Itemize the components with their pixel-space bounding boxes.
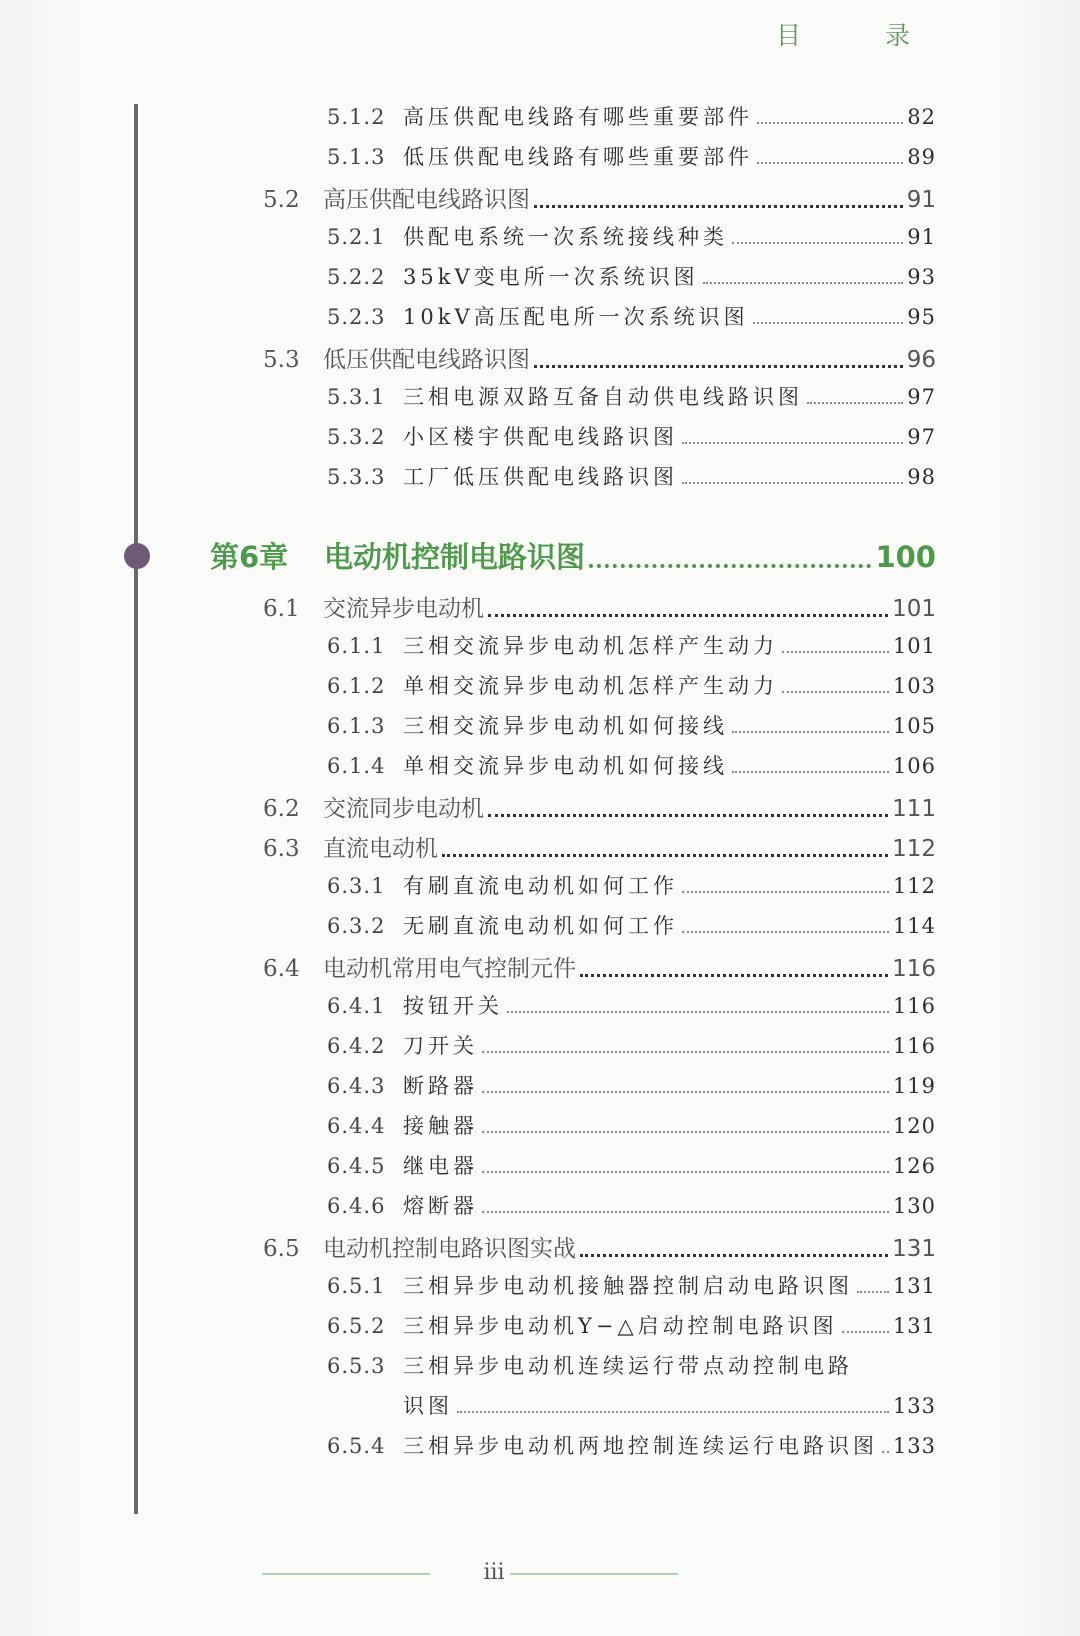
leader-dots (732, 242, 903, 244)
entry-page: 105 (892, 714, 936, 738)
entry-page: 91 (907, 225, 936, 249)
leader-dots (857, 1291, 889, 1293)
entry-number: 5.2.1 (327, 225, 386, 249)
entry-number: 6.5 (263, 1236, 300, 1262)
toc-subsection-entry[interactable] (327, 1270, 936, 1300)
entry-title-continuation: 识图 (403, 1394, 453, 1418)
entry-page: 95 (907, 305, 936, 329)
footer-page-number: iii (483, 1560, 505, 1585)
entry-page: 97 (907, 425, 936, 449)
leader-dots (782, 691, 889, 693)
leader-dots (482, 1091, 889, 1093)
leader-dots (534, 205, 903, 208)
leader-dots (682, 442, 903, 444)
entry-number: 6.3.2 (327, 914, 386, 938)
toc-subsection-entry[interactable] (327, 1110, 936, 1140)
entry-title: 单相交流异步电动机怎样产生动力 (403, 674, 778, 698)
leader-dots (757, 162, 903, 164)
toc-subsection-entry[interactable] (327, 750, 936, 780)
entry-page: 131 (892, 1274, 936, 1298)
leader-dots (488, 614, 888, 617)
entry-title: 工厂低压供配电线路识图 (403, 465, 678, 489)
footer-rule-right (510, 1573, 678, 1575)
entry-page: 89 (907, 145, 936, 169)
entry-number: 6.5.1 (327, 1274, 386, 1298)
leader-dots (580, 1254, 888, 1257)
entry-number: 5.1.2 (327, 105, 386, 129)
entry-title: 高压供配电线路识图 (323, 187, 530, 213)
leader-dots (589, 564, 871, 568)
leader-dots (732, 771, 889, 773)
toc-subsection-entry[interactable] (327, 1070, 936, 1100)
entry-number: 6.4 (263, 956, 300, 982)
leader-dots (757, 122, 903, 124)
entry-number: 6.5.4 (327, 1434, 386, 1458)
leader-dots (488, 814, 888, 817)
toc-subsection-entry[interactable] (327, 710, 936, 740)
toc-section-entry[interactable] (263, 1230, 936, 1263)
entry-page: 126 (892, 1154, 936, 1178)
leader-dots (482, 1051, 889, 1053)
entry-number: 5.1.3 (327, 145, 386, 169)
entry-title: 低压供配电线路有哪些重要部件 (403, 145, 753, 169)
entry-title: 有刷直流电动机如何工作 (403, 874, 678, 898)
entry-number: 6.1.1 (327, 634, 386, 658)
entry-title: 熔断器 (403, 1194, 478, 1218)
entry-title: 三相异步电动机Y−△启动控制电路识图 (403, 1314, 838, 1338)
entry-number: 6.1.3 (327, 714, 386, 738)
entry-page: 98 (907, 465, 936, 489)
toc-subsection-entry[interactable] (327, 1150, 936, 1180)
toc-subsection-entry[interactable] (327, 870, 936, 900)
entry-title: 低压供配电线路识图 (323, 347, 530, 373)
entry-number: 5.3.2 (327, 425, 386, 449)
page-header-title: 目 录 (776, 21, 948, 50)
leader-dots (482, 1171, 889, 1173)
entry-page: 120 (892, 1114, 936, 1138)
entry-title: 小区楼宇供配电线路识图 (403, 425, 678, 449)
leader-dots (807, 402, 903, 404)
toc-subsection-entry[interactable] (327, 630, 936, 660)
entry-page: 97 (907, 385, 936, 409)
leader-dots (782, 651, 889, 653)
entry-number: 6.2 (263, 796, 300, 822)
entry-number: 6.3 (263, 836, 300, 862)
leader-dots (682, 931, 889, 933)
leader-dots (580, 974, 888, 977)
entry-page: 112 (892, 874, 936, 898)
entry-number: 6.4.4 (327, 1114, 386, 1138)
entry-number: 6.4.1 (327, 994, 386, 1018)
toc-subsection-entry[interactable] (327, 301, 936, 331)
toc-subsection-entry[interactable] (327, 141, 936, 171)
entry-number: 6.1.4 (327, 754, 386, 778)
entry-title: 三相异步电动机连续运行带点动控制电路 (403, 1354, 853, 1378)
toc-subsection-entry[interactable] (327, 910, 936, 940)
toc-subsection-entry[interactable] (327, 221, 936, 251)
entry-page: 91 (906, 187, 936, 213)
entry-title: 电动机控制电路识图实战 (323, 1236, 576, 1262)
entry-number: 6.1.2 (327, 674, 386, 698)
chapter-page: 100 (875, 540, 936, 574)
entry-title: 三相交流异步电动机怎样产生动力 (403, 634, 778, 658)
leader-dots (703, 282, 904, 284)
entry-page: 130 (892, 1194, 936, 1218)
entry-title: 电动机常用电气控制元件 (323, 956, 576, 982)
entry-title: 10kV高压配电所一次系统识图 (403, 305, 749, 329)
toc-subsection-entry[interactable] (327, 670, 936, 700)
leader-dots (682, 482, 903, 484)
entry-number: 6.4.6 (327, 1194, 386, 1218)
toc-subsection-entry[interactable] (327, 421, 936, 451)
entry-title: 35kV变电所一次系统识图 (403, 265, 699, 289)
leader-dots (882, 1451, 889, 1453)
entry-page: 116 (892, 956, 936, 982)
toc-subsection-entry[interactable] (327, 1190, 936, 1220)
entry-title: 直流电动机 (323, 836, 438, 862)
leader-dots (842, 1331, 889, 1333)
entry-title: 供配电系统一次系统接线种类 (403, 225, 728, 249)
entry-title: 断路器 (403, 1074, 478, 1098)
entry-page: 82 (907, 105, 936, 129)
vertical-rule (134, 104, 138, 1514)
chapter-number: 第6章 (210, 540, 289, 574)
entry-number: 6.4.3 (327, 1074, 386, 1098)
entry-title: 交流同步电动机 (323, 796, 484, 822)
entry-page: 111 (892, 796, 936, 822)
entry-page: 112 (892, 836, 936, 862)
toc-section-entry[interactable] (263, 341, 936, 374)
toc-section-entry[interactable] (263, 181, 936, 214)
leader-dots (482, 1211, 889, 1213)
entry-title: 三相异步电动机两地控制连续运行电路识图 (403, 1434, 878, 1458)
toc-subsection-entry[interactable] (327, 1350, 936, 1380)
entry-number: 6.5.3 (327, 1354, 386, 1378)
entry-page: 101 (892, 596, 936, 622)
entry-page: 114 (892, 914, 936, 938)
leader-dots (682, 891, 889, 893)
entry-page: 131 (892, 1314, 936, 1338)
entry-title: 三相电源双路互备自动供电线路识图 (403, 385, 803, 409)
entry-title: 三相异步电动机接触器控制启动电路识图 (403, 1274, 853, 1298)
entry-page: 133 (892, 1394, 936, 1418)
entry-page: 101 (892, 634, 936, 658)
entry-number: 6.3.1 (327, 874, 386, 898)
entry-page: 93 (907, 265, 936, 289)
toc-subsection-entry[interactable] (327, 1030, 936, 1060)
entry-title: 无刷直流电动机如何工作 (403, 914, 678, 938)
toc-subsection-entry-continuation[interactable] (327, 1390, 936, 1420)
entry-title: 按钮开关 (403, 994, 503, 1018)
entry-page: 119 (892, 1074, 936, 1098)
entry-page: 133 (892, 1434, 936, 1458)
toc-subsection-entry[interactable] (327, 1310, 936, 1340)
entry-number: 5.3.1 (327, 385, 386, 409)
chapter-marker-dot (124, 543, 150, 569)
entry-page: 116 (892, 994, 936, 1018)
leader-dots (507, 1011, 889, 1013)
entry-page: 96 (906, 347, 936, 373)
leader-dots (753, 322, 904, 324)
entry-number: 6.1 (263, 596, 300, 622)
toc-section-entry[interactable] (263, 830, 936, 863)
entry-number: 5.2.3 (327, 305, 386, 329)
entry-title: 接触器 (403, 1114, 478, 1138)
entry-number: 5.2.2 (327, 265, 386, 289)
entry-page: 116 (892, 1034, 936, 1058)
leader-dots (442, 854, 888, 857)
toc-subsection-entry[interactable] (327, 990, 936, 1020)
entry-title: 继电器 (403, 1154, 478, 1178)
chapter-entry[interactable] (210, 535, 936, 576)
entry-page: 103 (892, 674, 936, 698)
toc-section-entry[interactable] (263, 950, 936, 983)
toc-subsection-entry[interactable] (327, 381, 936, 411)
toc-section-entry[interactable] (263, 590, 936, 623)
leader-dots (732, 731, 889, 733)
entry-title: 高压供配电线路有哪些重要部件 (403, 105, 753, 129)
leader-dots (482, 1131, 889, 1133)
entry-title: 单相交流异步电动机如何接线 (403, 754, 728, 778)
entry-number: 5.2 (263, 187, 300, 213)
footer-rule-left (262, 1573, 430, 1575)
toc-subsection-entry[interactable] (327, 261, 936, 291)
toc-subsection-entry[interactable] (327, 1430, 936, 1460)
entry-title: 三相交流异步电动机如何接线 (403, 714, 728, 738)
entry-number: 6.4.5 (327, 1154, 386, 1178)
leader-dots (534, 365, 903, 368)
entry-title: 交流异步电动机 (323, 596, 484, 622)
entry-number: 6.5.2 (327, 1314, 386, 1338)
chapter-title: 电动机控制电路识图 (324, 540, 586, 574)
entry-page: 106 (892, 754, 936, 778)
toc-section-entry[interactable] (263, 790, 936, 823)
entry-title: 刀开关 (403, 1034, 478, 1058)
entry-number: 5.3 (263, 347, 300, 373)
entry-page: 131 (892, 1236, 936, 1262)
entry-number: 6.4.2 (327, 1034, 386, 1058)
leader-dots (457, 1411, 889, 1413)
toc-subsection-entry[interactable] (327, 461, 936, 491)
toc-subsection-entry[interactable] (327, 101, 936, 131)
entry-number: 5.3.3 (327, 465, 386, 489)
